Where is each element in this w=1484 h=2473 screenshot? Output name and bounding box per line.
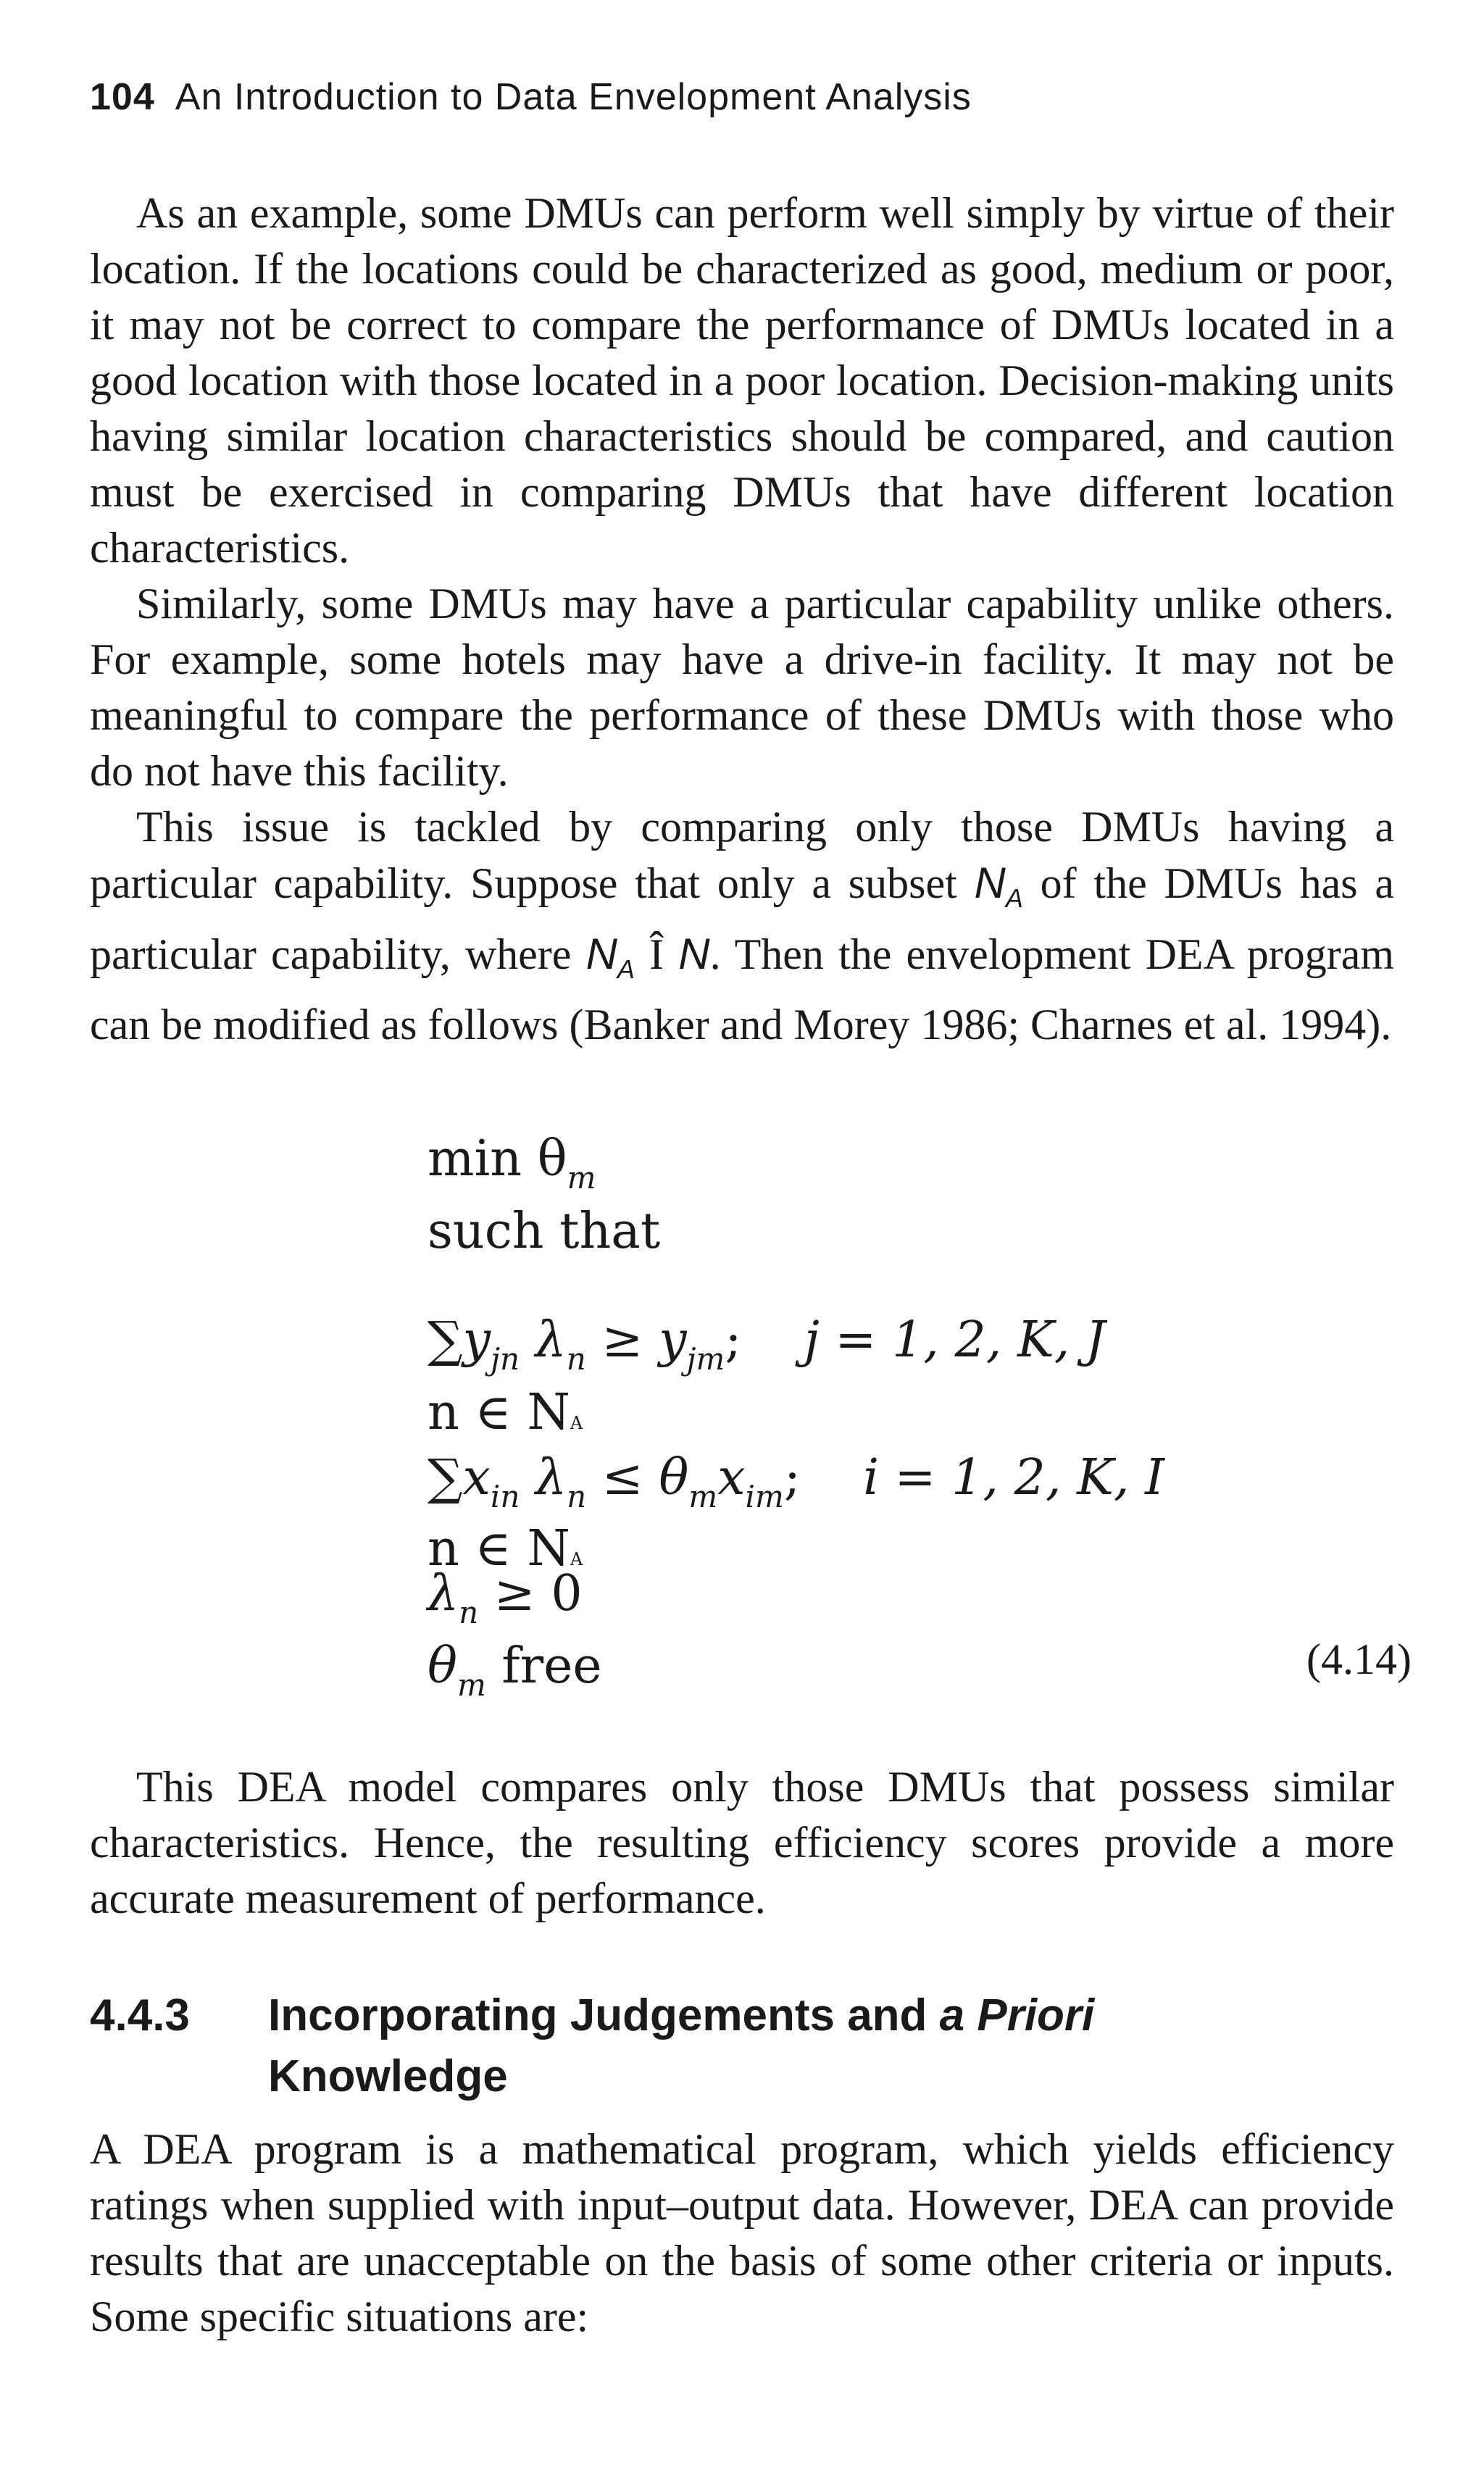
such-that-line: such that: [428, 1203, 661, 1260]
lambda-constraint: $\lambda_n \ge 0$: [428, 1565, 583, 1630]
after-formula-text: [90, 1759, 1394, 1927]
dea-formula: [428, 1130, 1398, 1703]
paragraph-capability: Similarly, some DMUs may have a particular capability unlike others. For example, some hotels may have a drive-in facility. It may not be meaningful to compare the performance of these DMUs with those who do not have this facility.: [90, 580, 1394, 795]
paragraph-similar: This DEA model compares only those DMUs that possess similar characteristics. Hence, the resulting efficiency scores provide a more accurate measurement of performance.: [90, 1763, 1394, 1922]
section-title-italic: a Priori: [939, 1990, 1095, 2040]
section-title-1: Incorporating Judgements and: [268, 1990, 940, 2040]
paragraph-subset: This issue is tackled by comparing only those DMUs having a particular capability. Suppose that only a subset $N_A$ of the DMUs has a particular capability, where $N_A$ Î N. Then the envelopment DEA program can be modified as follows (Banker and Morey 1986; Charnes et al. 1994).: [90, 803, 1394, 1048]
input-sum-range: n ∈ NA: [428, 1520, 583, 1577]
section-number: 4.4.3: [90, 1990, 190, 2040]
output-sum-range: n ∈ NA: [428, 1384, 583, 1441]
section-title-2: Knowledge: [268, 2051, 508, 2101]
theta-free: $\theta_m$ free: [428, 1638, 602, 1703]
paragraph-dea-program: A DEA program is a mathematical program, which yields efficiency ratings when supplied with input–output data. However, DEA can provide results that are unacceptable on the basis of some other criteria or inputs. Some specific situations are:: [90, 2125, 1394, 2340]
intro-text: [90, 185, 1394, 1053]
objective-line: $\min \theta_m$: [428, 1130, 596, 1196]
input-constraint: $\sum x_{in}$ $\lambda_n \le \theta_mx_{im}$; i = 1, 2, K, I: [428, 1449, 1165, 1514]
running-head: [90, 75, 972, 119]
paragraph-location: As an example, some DMUs can perform well simply by virtue of their location. If the locations could be characterized as good, medium or poor, it may not be correct to compare the performance of DMUs located in a good location with those located in a poor location. Decision-making units having similar location characteristics should be compared, and caution must be exercised in comparing DMUs that have different location characteristics.: [90, 189, 1394, 572]
section-heading: [90, 1985, 1094, 2107]
output-constraint: $\sum y_{jn}$ $\lambda_n \ge y_{jm}$; j = 1, 2, K, J: [428, 1311, 1106, 1377]
page-number: 104: [90, 76, 155, 118]
section-body: [90, 2122, 1394, 2345]
equation-number: (4.14): [1306, 1635, 1412, 1683]
book-title: An Introduction to Data Envelopment Analysis: [175, 76, 972, 118]
